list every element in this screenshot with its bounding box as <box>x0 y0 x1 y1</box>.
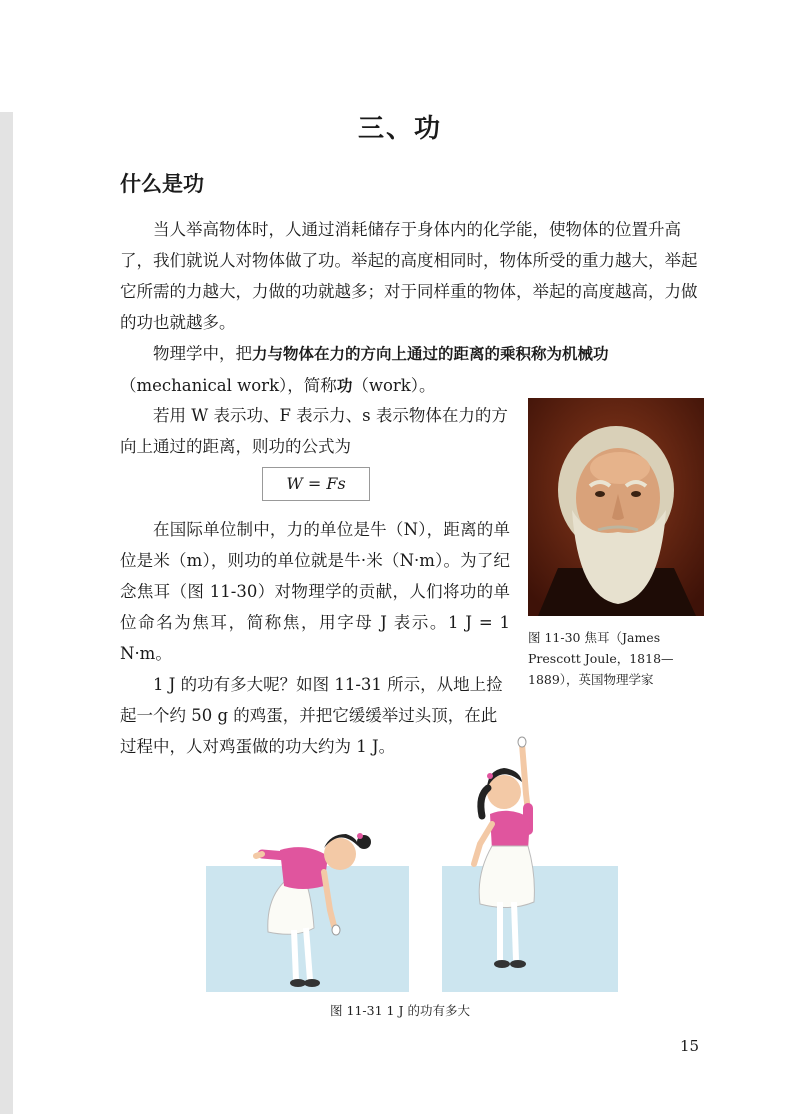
paragraph-5: 1 J 的功有多大呢？如图 11-31 所示，从地上捡起一个约 50 g 的鸡蛋，并把它缓缓举过头顶，在此过程中，人对鸡蛋做的功大约为 1 J。 <box>120 675 503 756</box>
paragraph-2-suffix: （work）。 <box>352 376 436 395</box>
paragraph-4: 在国际单位制中，力的单位是牛（N），距离的单位是米（m），则功的单位就是牛·米（N·m）。为了纪念焦耳（图 11-30）对物理学的贡献，人们将功的单位命名为焦耳，简称焦，用字母 J 表示。1 J = 1 N·m。 <box>120 520 510 663</box>
girl-bending-illustration <box>206 820 409 992</box>
paragraph-2-middle: （mechanical work），简称 <box>120 376 337 395</box>
figure-11-31-caption: 图 11-31 1 J 的功有多大 <box>330 1003 470 1018</box>
term-bold: 功 <box>336 377 353 395</box>
girl-raising-illustration <box>442 734 618 992</box>
paragraph-3: 若用 W 表示功、F 表示力、s 表示物体在力的方向上通过的距离，则功的公式为 <box>120 406 508 456</box>
paragraph-2-prefix: 物理学中，把 <box>153 344 252 363</box>
formula-box: W = Fs <box>262 467 370 501</box>
section-heading: 什么是功 <box>120 172 204 196</box>
joule-portrait <box>528 398 704 616</box>
page-title: 三、功 <box>357 114 442 144</box>
figure-11-30-caption: 图 11-30 焦耳（James Prescott Joule，1818—1889），英国物理学家 <box>528 630 674 687</box>
paragraph-2 <box>120 338 710 402</box>
page-number: 15 <box>680 1037 700 1055</box>
paragraph-1: 当人举高物体时，人通过消耗储存于身体内的化学能，使物体的位置升高了，我们就说人对物体做了功。举起的高度相同时，物体所受的重力越大，举起它所需的力越大，力做的功就越多；对于同样重的物体，举起的高度越高，力做的功也就越多。 <box>120 220 698 332</box>
definition-bold: 力与物体在力的方向上通过的距离的乘积称为机械功 <box>252 345 609 363</box>
page-edge-strip <box>0 112 13 1114</box>
